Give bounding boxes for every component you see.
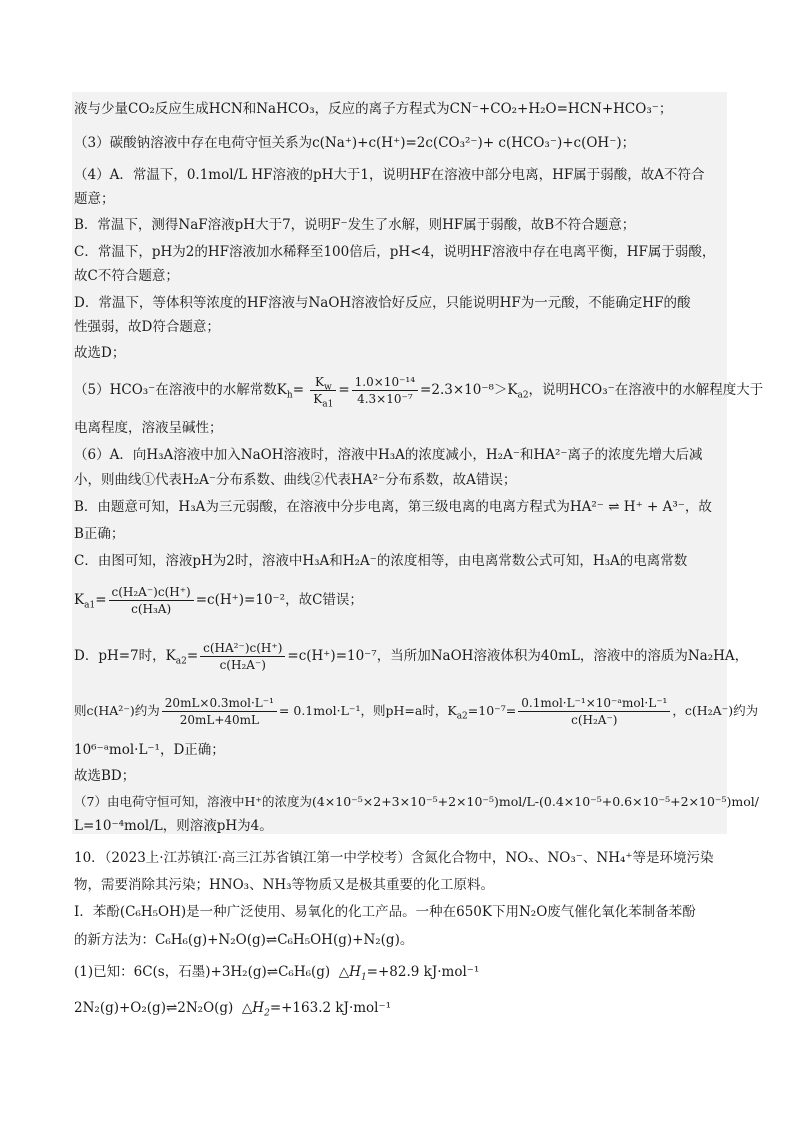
question-10-equation-2: 2N₂(g)+O₂(g)⇌2N₂O(g) $\triangle H_2=+163.2$ kJ·mol⁻¹ — [74, 1000, 392, 1019]
question-10-line: 10．（2023上·江苏镇江·高三江苏省镇江第一中学校考）含氮化合物中，NOₓ、NO₃⁻、NH₄⁺等是环境污染 — [74, 850, 714, 866]
answer-part-3: （3）碳酸钠溶液中存在电荷守恒关系为c(Na⁺)+c(H⁺)=2c(CO₃²⁻)+ c(HCO₃⁻)+c(OH⁻)； — [74, 135, 636, 151]
answer-part-4-line: 故C不符合题意； — [74, 268, 179, 284]
answer-part-5-conclusion: 电离程度，溶液呈碱性； — [74, 420, 223, 436]
fraction-ka1: $\frac{\text{c(H₂A⁻)c(H⁺)}}{\text{c(H₃A)}}$ — [109, 584, 194, 617]
answer-concentration-calc: 则c(HA²⁻)约为 $\frac{\text{20mL×0.3mol·L⁻¹}}{20mL+40mL}$ = 0.1mol·L⁻¹，则pH=a时，$K_{a2}=10^{-7}=$ $\frac{\text{0.1mol·L⁻¹×10⁻ᵃmol·L⁻¹}}{\text{c(H₂A⁻)}}$ ，c(H₂A⁻)约为 — [74, 696, 759, 727]
answer-part-6-line: C．由图可知，溶液pH为2时，溶液中H₃A和H₂A⁻的浓度相等，由电离常数公式可知，H₃A的电离常数 — [74, 553, 688, 569]
answer-part-4-line: 故选D； — [74, 345, 126, 361]
question-10-line: Ⅰ．苯酚(C₆H₅OH)是一种广泛使用、易氧化的化工产品。一种在650K下用N₂O废气催化氧化苯制备苯酚 — [74, 904, 696, 920]
fraction-hA-concentration: $\frac{\text{20mL×0.3mol·L⁻¹}}{20mL+40mL}$ — [162, 695, 277, 728]
answer-ka1-expression: $K_{a1}=$ $\frac{\text{c(H₂A⁻)c(H⁺)}}{\text{c(H₃A)}}$ =c(H⁺)=10⁻²，故C错误； — [74, 585, 363, 616]
fraction-ka2: $\frac{\text{c(HA²⁻)c(H⁺)}}{\text{c(H₂A⁻)}}$ — [200, 640, 285, 673]
answer-part-4-line: C．常温下，pH为2的HF溶液加水稀释至100倍后，pH<4，说明HF溶液中存在电离平衡，HF属于弱酸， — [74, 244, 716, 260]
answer-part-7-line: L=10⁻⁴mol/L，则溶液pH为4。 — [74, 818, 273, 834]
answer-part-4-line: B．常温下，测得NaF溶液pH大于7，说明F⁻发生了水解，则HF属于弱酸，故B不符合题意； — [74, 217, 636, 233]
fraction-kw-ka1: $\frac{K_w}{K_{a1}}$ — [310, 374, 336, 407]
answer-part-6-line: 小，则曲线①代表H₂A⁻分布系数、曲线②代表HA²⁻分布系数，故A错误； — [74, 472, 517, 488]
answer-part-6-d-result: 10⁶⁻ᵃmol·L⁻¹，D正确； — [74, 742, 225, 758]
answer-part-7-line: （7）由电荷守恒可知，溶液中H⁺的浓度为(4×10⁻⁵×2+3×10⁻⁵+2×10⁻⁵)mol/L-(0.4×10⁻⁵+0.6×10⁻⁵+2×10⁻⁵)mol/ — [74, 794, 759, 809]
answer-part-5-hydrolysis-constant: （5）HCO₃⁻在溶液中的水解常数$K_h=$ $\frac{K_w}{K_{a1}}$ = $\frac{\text{1.0×10⁻¹⁴}}{\text{4.3×10⁻⁷}}$ $=2.3\times 10^{-8}>K_{a2}$，说明HCO₃⁻在溶液中的水解程度大于 — [74, 375, 764, 410]
question-10-line: 物，需要消除其污染；HNO₃、NH₃等物质又是极其重要的化工原料。 — [74, 877, 495, 893]
answer-part-6-line: B．由题意可知，H₃A为三元弱酸，在溶液中分步电离，第三级电离的电离方程式为HA²⁻ ⇌ H⁺ + A³⁻，故 — [74, 499, 712, 515]
fraction-ka2-ph-a: $\frac{\text{0.1mol·L⁻¹×10⁻ᵃmol·L⁻¹}}{\text{c(H₂A⁻)}}$ — [518, 695, 670, 728]
answer-part-4-line: 题意； — [74, 191, 115, 207]
answer-part-6-choice: 故选BD； — [74, 768, 136, 784]
answer-part-6-line: （6）A．向H₃A溶液中加入NaOH溶液时，溶液中H₃A的浓度减小，H₂A⁻和HA²⁻离子的浓度先增大后减 — [74, 447, 703, 463]
answer-part-4-line: 性强弱，故D符合题意； — [74, 319, 220, 335]
answer-ka2-expression: D．pH=7时，$K_{a2}=$ $\frac{\text{c(HA²⁻)c(H⁺)}}{\text{c(H₂A⁻)}}$ =c(H⁺)=10⁻⁷，当所加NaOH溶液体积为40mL，溶液中的溶质为Na₂HA， — [74, 641, 749, 672]
question-10-line: 的新方法为：C₆H₆(g)+N₂O(g)⇌C₆H₅OH(g)+N₂(g)。 — [74, 932, 414, 948]
question-10-equation-1: (1)已知：6C(s，石墨)+3H₂(g)⇌C₆H₆(g) $\triangle H_1=+82.9$ kJ·mol⁻¹ — [74, 964, 480, 983]
answer-part-6-line: B正确； — [74, 526, 125, 542]
fraction-kh-value: $\frac{\text{1.0×10⁻¹⁴}}{\text{4.3×10⁻⁷}}$ — [352, 374, 418, 407]
answer-part-4-line: （4）A．常温下，0.1mol/L HF溶液的pH大于1，说明HF在溶液中部分电离，HF属于弱酸，故A不符合 — [74, 167, 705, 183]
answer-line-ion-equation: 液与少量CO₂反应生成HCN和NaHCO₃，反应的离子方程式为CN⁻+CO₂+H₂O=HCN+HCO₃⁻； — [74, 101, 673, 117]
answer-part-4-line: D．常温下，等体积等浓度的HF溶液与NaOH溶液恰好反应，只能说明HF为一元酸，不能确定HF的酸 — [74, 295, 691, 311]
